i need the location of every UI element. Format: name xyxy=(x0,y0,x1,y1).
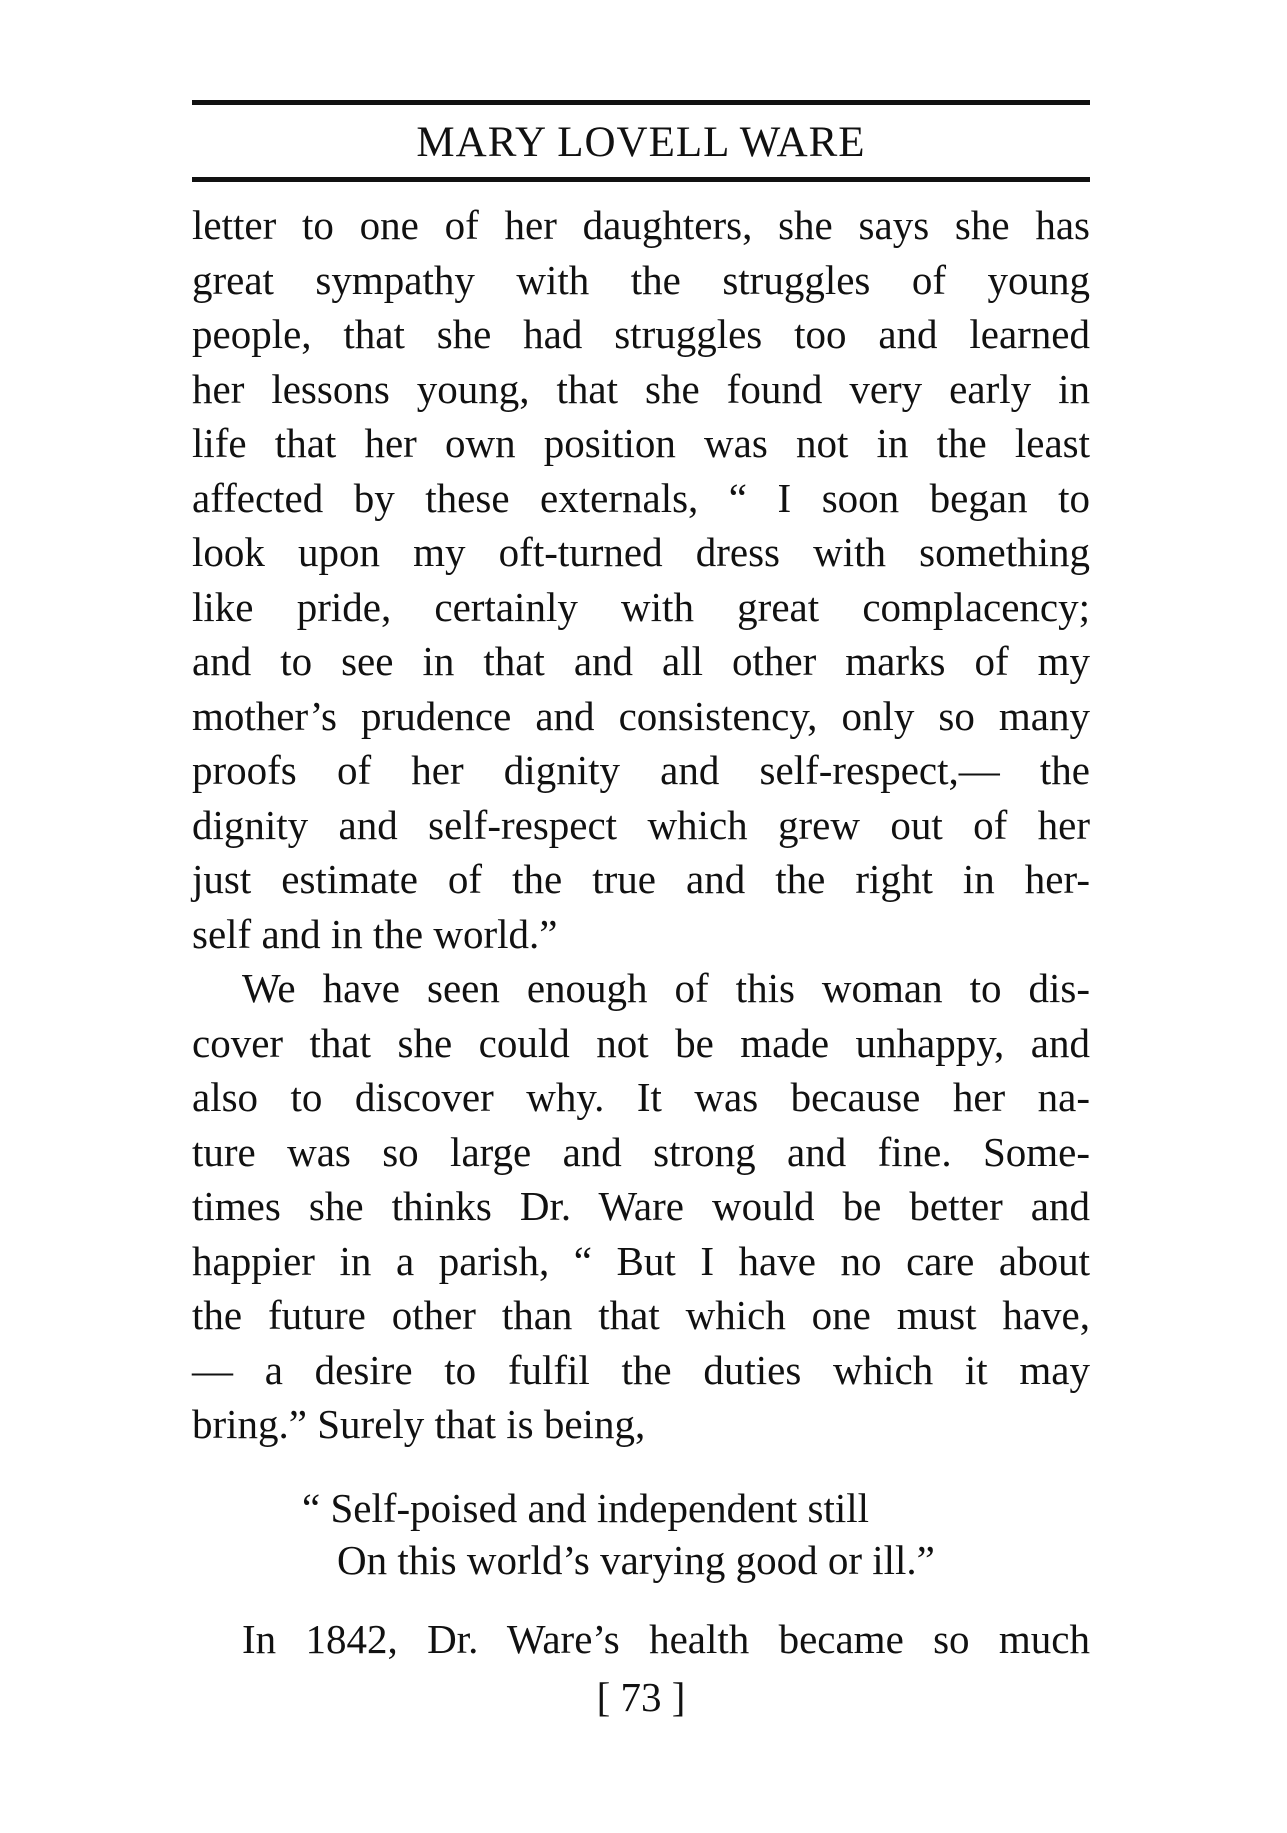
text-line: just estimate of the true and the right in her- xyxy=(192,856,1090,902)
text-line: look upon my oft-turned dress with something xyxy=(192,529,1090,575)
text-line: cover that she could not be made unhappy, and xyxy=(192,1019,1090,1066)
paragraph-1 xyxy=(192,198,1090,961)
text-line: people, that she had struggles too and learned xyxy=(192,311,1090,357)
text-line: — a desire to fulfil the duties which it may xyxy=(192,1346,1090,1393)
text-line: dignity and self-respect which grew out of her xyxy=(192,801,1090,848)
text-line: her lessons young, that she found very early in xyxy=(192,365,1090,412)
text-line: We have seen enough of this woman to dis- xyxy=(242,965,1090,1011)
body-text xyxy=(192,198,1090,1452)
text-line: affected by these externals, “ I soon began to xyxy=(192,474,1090,521)
text-line: mother’s prudence and consistency, only so many xyxy=(192,692,1090,739)
text-line: great sympathy with the struggles of young xyxy=(192,256,1090,303)
page-number: [ 73 ] xyxy=(596,1674,686,1720)
text-line: times she thinks Dr. Ware would be better and xyxy=(192,1183,1090,1229)
text-line: the future other than that which one must have, xyxy=(192,1292,1090,1338)
text-line: proofs of her dignity and self-respect,— the xyxy=(192,747,1090,793)
text-line: and to see in that and all other marks of my xyxy=(192,638,1090,684)
text-line: also to discover why. It was because her na- xyxy=(192,1074,1090,1120)
header-top-rule xyxy=(192,100,1090,105)
verse-line: “ Self-poised and independent still xyxy=(302,1484,870,1531)
text-line: bring.” Surely that is being, xyxy=(192,1401,646,1447)
paragraph-2 xyxy=(192,961,1090,1452)
verse-quotation xyxy=(192,1482,1090,1586)
text-line: In 1842, Dr. Ware’s health became so much xyxy=(242,1615,1090,1662)
running-head: MARY LOVELL WARE xyxy=(416,119,866,166)
text-line: self and in the world.” xyxy=(192,910,558,957)
text-line: like pride, certainly with great complacency; xyxy=(192,583,1090,630)
text-line: letter to one of her daughters, she says she has xyxy=(192,202,1090,248)
book-page xyxy=(192,100,1090,1724)
verse-line: On this world’s varying good or ill.” xyxy=(337,1536,935,1583)
text-line: life that her own position was not in the least xyxy=(192,420,1090,466)
text-line: happier in a parish, “ But I have no care about xyxy=(192,1237,1090,1284)
paragraph-3 xyxy=(192,1612,1090,1667)
header-bottom-rule xyxy=(192,177,1090,182)
text-line: ture was so large and strong and fine. Some- xyxy=(192,1128,1090,1175)
